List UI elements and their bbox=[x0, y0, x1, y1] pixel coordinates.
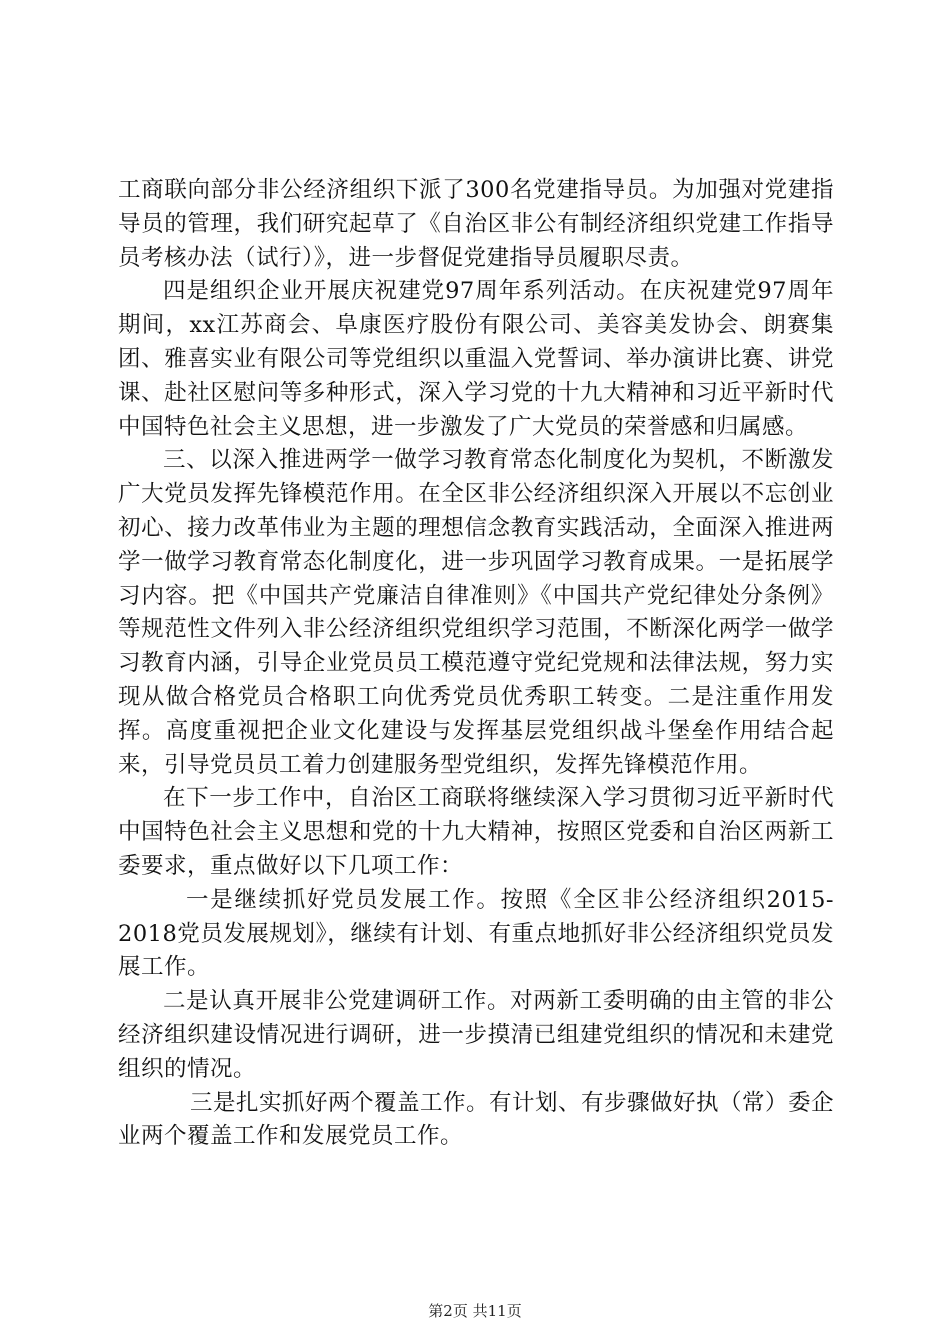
document-body bbox=[118, 174, 834, 1154]
paragraph-3: 三、以深入推进两学一做学习教育常态化制度化为契机，不断激发广大党员发挥先锋模范作用。在全区非公经济组织深入开展以不忘创业初心、接力改革伟业为主题的理想信念教育实践活动，全面深入推进两学一做学习教育常态化制度化，进一步巩固学习教育成果。一是拓展学习内容。把《中国共产党廉洁自律准则》《中国共产党纪律处分条例》等规范性文件列入非公经济组织党组织学习范围，不断深化两学一做学习教育内涵，引导企业党员员工模范遵守党纪党规和法律法规，努力实现从做合格党员合格职工向优秀党员优秀职工转变。二是注重作用发挥。高度重视把企业文化建设与发挥基层党组织战斗堡垒作用结合起来，引导党员员工着力创建服务型党组织，发挥先锋模范作用。 bbox=[118, 447, 834, 778]
paragraph-7: 三是扎实抓好两个覆盖工作。有计划、有步骤做好执（常）委企业两个覆盖工作和发展党员工作。 bbox=[118, 1089, 835, 1150]
paragraph-4: 在下一步工作中，自治区工商联将继续深入学习贯彻习近平新时代中国特色社会主义思想和党的十九大精神，按照区党委和自治区两新工委要求，重点做好以下几项工作： bbox=[118, 785, 834, 879]
page-footer: 第2页 共11页 bbox=[428, 1302, 522, 1320]
paragraph-1: 工商联向部分非公经济组织下派了300名党建指导员。为加强对党建指导员的管理，我们研究起草了《自治区非公有制经济组织党建工作指导员考核办法（试行）》，进一步督促党建指导员履职尽责。 bbox=[118, 177, 834, 271]
paragraph-2: 四是组织企业开展庆祝建党97周年系列活动。在庆祝建党97周年期间，xx江苏商会、阜康医疗股份有限公司、美容美发协会、朗赛集团、雅喜实业有限公司等党组织以重温入党誓词、举办演讲比赛、讲党课、赴社区慰问等多种形式，深入学习党的十九大精神和习近平新时代中国特色社会主义思想，进一步激发了广大党员的荣誉感和归属感。 bbox=[118, 278, 834, 440]
paragraph-6: 二是认真开展非公党建调研工作。对两新工委明确的由主管的非公经济组织建设情况进行调研，进一步摸清已组建党组织的情况和未建党组织的情况。 bbox=[118, 988, 834, 1082]
paragraph-5: 一是继续抓好党员发展工作。按照《全区非公经济组织2015-2018党员发展规划》，继续有计划、有重点地抓好非公经济组织党员发展工作。 bbox=[118, 886, 834, 981]
